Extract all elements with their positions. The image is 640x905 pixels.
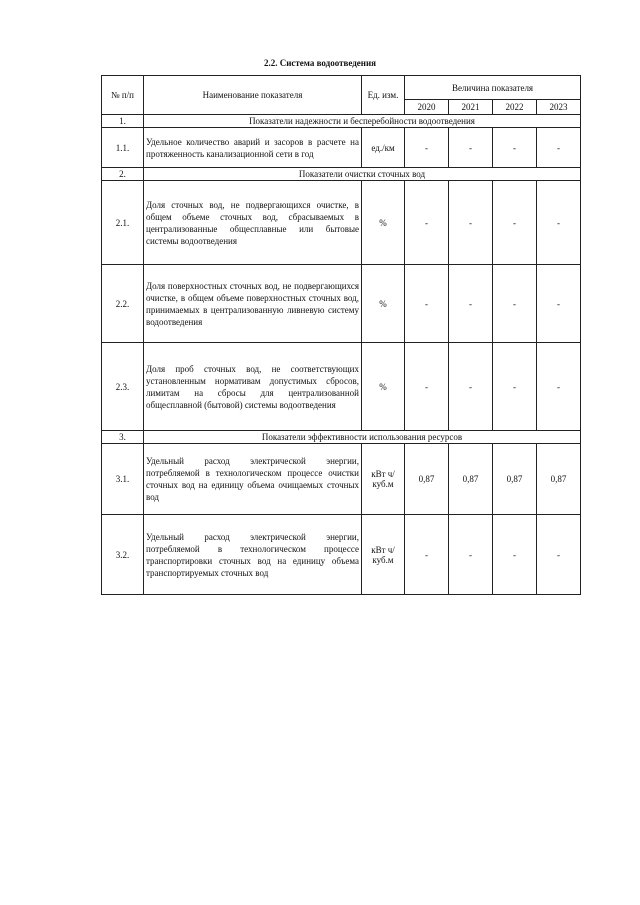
value-2022: -: [493, 515, 537, 595]
value-2020: -: [405, 128, 449, 168]
row-unit: кВт ч/куб.м: [362, 444, 405, 515]
table-row: [102, 128, 581, 168]
header-row-top: [102, 76, 581, 100]
section-row: [102, 168, 581, 181]
table-row: [102, 343, 581, 431]
row-num: 1.1.: [102, 128, 144, 168]
value-2022: -: [493, 343, 537, 431]
value-2021: -: [449, 515, 493, 595]
header-name: Наименование показателя: [144, 76, 362, 115]
value-2023: -: [537, 181, 581, 265]
table-row: [102, 181, 581, 265]
row-num: 2.2.: [102, 265, 144, 343]
value-2021: -: [449, 343, 493, 431]
value-2022: -: [493, 265, 537, 343]
row-unit: %: [362, 181, 405, 265]
header-unit: Ед. изм.: [362, 76, 405, 115]
year-2023: 2023: [537, 100, 581, 115]
row-unit: %: [362, 343, 405, 431]
row-num: 2.: [102, 168, 144, 181]
value-2020: -: [405, 343, 449, 431]
value-2020: 0,87: [405, 444, 449, 515]
section-title: Показатели надежности и бесперебойности водоотведения: [144, 115, 581, 128]
row-unit: ед./км: [362, 128, 405, 168]
row-num: 3.: [102, 431, 144, 444]
value-2022: -: [493, 181, 537, 265]
value-2021: -: [449, 128, 493, 168]
year-2021: 2021: [449, 100, 493, 115]
page-title: 2.2. Система водоотведения: [263, 58, 377, 68]
row-num: 2.3.: [102, 343, 144, 431]
value-2023: -: [537, 265, 581, 343]
table-row: [102, 265, 581, 343]
header-value: Величина показателя: [405, 76, 581, 100]
row-name: Удельный расход электрической энергии, потребляемой в технологическом процессе очистки сточных вод на единицу объема очищаемых сточных вод: [144, 444, 362, 515]
row-num: 3.2.: [102, 515, 144, 595]
section-row: [102, 115, 581, 128]
value-2022: -: [493, 128, 537, 168]
row-unit: %: [362, 265, 405, 343]
value-2023: -: [537, 128, 581, 168]
header-num: № п/п: [102, 76, 144, 115]
row-name: Доля сточных вод, не подвергающихся очистке, в общем объеме сточных вод, сбрасываемых в централизованные общесплавные или бытовые системы водоотведения: [144, 181, 362, 265]
row-name: Удельный расход электрической энергии, потребляемой в технологическом процессе транспортировки сточных вод на единицу объема транспортируемых сточных вод: [144, 515, 362, 595]
value-2023: -: [537, 343, 581, 431]
value-2022: 0,87: [493, 444, 537, 515]
row-unit: кВт ч/куб.м: [362, 515, 405, 595]
value-2020: -: [405, 265, 449, 343]
row-num: 1.: [102, 115, 144, 128]
row-name: Удельное количество аварий и засоров в расчете на протяженность канализационной сети в год: [144, 128, 362, 168]
value-2023: 0,87: [537, 444, 581, 515]
row-name: Доля поверхностных сточных вод, не подвергающихся очистке, в общем объеме поверхностных сточных вод, принимаемых в централизованную ливневую систему водоотведения: [144, 265, 362, 343]
indicators-table: [101, 75, 581, 595]
value-2020: -: [405, 181, 449, 265]
section-title: Показатели эффективности использования ресурсов: [144, 431, 581, 444]
table-row: [102, 444, 581, 515]
value-2021: -: [449, 265, 493, 343]
section-row: [102, 431, 581, 444]
year-2022: 2022: [493, 100, 537, 115]
section-title: Показатели очистки сточных вод: [144, 168, 581, 181]
year-2020: 2020: [405, 100, 449, 115]
value-2021: 0,87: [449, 444, 493, 515]
value-2023: -: [537, 515, 581, 595]
table-row: [102, 515, 581, 595]
row-num: 3.1.: [102, 444, 144, 515]
value-2020: -: [405, 515, 449, 595]
row-name: Доля проб сточных вод, не соответствующих установленным нормативам допустимых сбросов, лимитам на сбросы для централизованной общесплавной (бытовой) системы водоотведения: [144, 343, 362, 431]
value-2021: -: [449, 181, 493, 265]
row-num: 2.1.: [102, 181, 144, 265]
